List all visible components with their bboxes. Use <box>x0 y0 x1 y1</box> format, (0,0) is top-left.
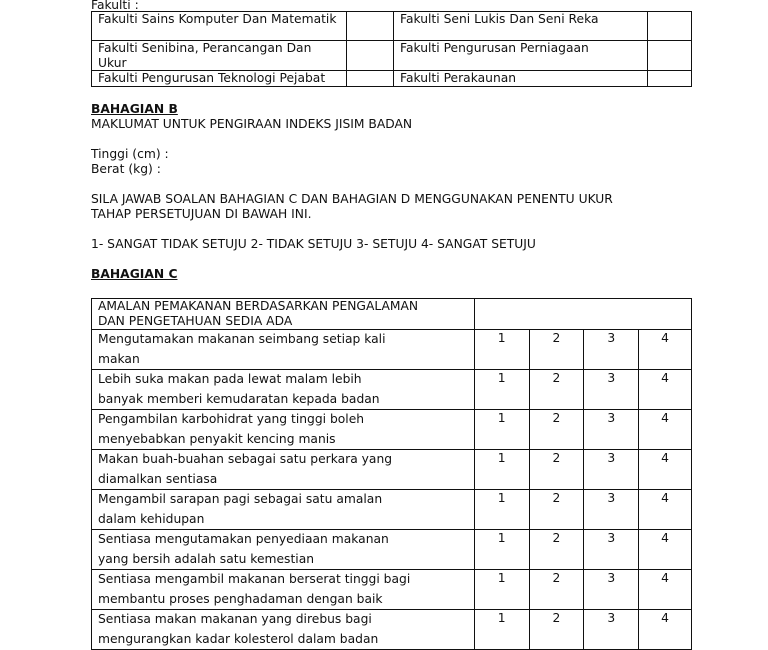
section-b-subtitle: MAKLUMAT UNTUK PENGIRAAN INDEKS JISIM BADAN <box>91 117 413 131</box>
faculty-checkbox[interactable] <box>347 41 394 71</box>
rating-option-1[interactable]: 1 <box>474 530 529 570</box>
rating-option-2[interactable]: 2 <box>529 410 584 450</box>
fakulti-label: Fakulti : <box>91 0 139 12</box>
question-line: Pengambilan karbohidrat yang tinggi boleh <box>98 412 365 426</box>
faculty-table <box>91 11 692 87</box>
rating-option-4[interactable]: 4 <box>639 570 692 610</box>
question-line: membantu proses penghadaman dengan baik <box>98 591 383 606</box>
rating-option-3[interactable]: 3 <box>584 450 639 490</box>
question-text <box>92 410 475 450</box>
faculty-checkbox[interactable] <box>648 71 692 87</box>
weight-field-label: Berat (kg) : <box>91 162 161 176</box>
faculty-row <box>92 41 692 71</box>
rating-scale: 1- SANGAT TIDAK SETUJU 2- TIDAK SETUJU 3- SETUJU 4- SANGAT SETUJU <box>91 237 536 251</box>
rating-option-3[interactable]: 3 <box>584 490 639 530</box>
faculty-checkbox[interactable] <box>648 12 692 41</box>
instruction-line-2: TAHAP PERSETUJUAN DI BAWAH INI. <box>91 207 312 221</box>
question-text <box>92 330 475 370</box>
table-row <box>92 570 692 610</box>
question-line: menyebabkan penyakit kencing manis <box>98 431 336 446</box>
rating-option-1[interactable]: 1 <box>474 490 529 530</box>
question-text <box>92 570 475 610</box>
question-text <box>92 530 475 570</box>
rating-option-2[interactable]: 2 <box>529 450 584 490</box>
header-line: AMALAN PEMAKANAN BERDASARKAN PENGALAMAN <box>98 299 419 313</box>
table-row <box>92 490 692 530</box>
rating-option-3[interactable]: 3 <box>584 410 639 450</box>
rating-option-2[interactable]: 2 <box>529 610 584 650</box>
faculty-name: Fakulti Pengurusan Teknologi Pejabat <box>92 71 347 87</box>
faculty-name: Fakulti Sains Komputer Dan Matematik <box>92 12 347 41</box>
rating-option-1[interactable]: 1 <box>474 330 529 370</box>
height-field-label: Tinggi (cm) : <box>91 147 169 161</box>
question-line: Sentiasa mengambil makanan berserat tinggi bagi <box>98 572 411 586</box>
rating-option-4[interactable]: 4 <box>639 450 692 490</box>
faculty-name: Fakulti Senibina, Perancangan Dan Ukur <box>92 41 347 71</box>
rating-option-4[interactable]: 4 <box>639 490 692 530</box>
rating-option-2[interactable]: 2 <box>529 570 584 610</box>
question-line: diamalkan sentiasa <box>98 471 218 486</box>
rating-option-3[interactable]: 3 <box>584 570 639 610</box>
rating-option-4[interactable]: 4 <box>639 410 692 450</box>
question-text <box>92 450 475 490</box>
faculty-name: Fakulti Pengurusan Perniagaan <box>394 41 648 71</box>
question-line: Mengambil sarapan pagi sebagai satu amalan <box>98 492 383 506</box>
faculty-row <box>92 71 692 87</box>
table-header-row <box>92 299 692 330</box>
rating-option-1[interactable]: 1 <box>474 410 529 450</box>
rating-option-4[interactable]: 4 <box>639 330 692 370</box>
header-line: DAN PENGETAHUAN SEDIA ADA <box>98 314 293 328</box>
question-line: mengurangkan kadar kolesterol dalam badan <box>98 631 379 646</box>
question-line: Sentiasa mengutamakan penyediaan makanan <box>98 532 389 546</box>
rating-option-2[interactable]: 2 <box>529 490 584 530</box>
table-row <box>92 370 692 410</box>
faculty-checkbox[interactable] <box>347 12 394 41</box>
question-line: Lebih suka makan pada lewat malam lebih <box>98 372 362 386</box>
section-b-title: BAHAGIAN B <box>91 102 178 116</box>
instruction-line-1: SILA JAWAB SOALAN BAHAGIAN C DAN BAHAGIAN D MENGGUNAKAN PENENTU UKUR <box>91 192 613 206</box>
rating-option-3[interactable]: 3 <box>584 330 639 370</box>
rating-option-2[interactable]: 2 <box>529 330 584 370</box>
rating-option-1[interactable]: 1 <box>474 370 529 410</box>
faculty-name: Fakulti Seni Lukis Dan Seni Reka <box>394 12 648 41</box>
rating-option-3[interactable]: 3 <box>584 370 639 410</box>
question-line: Makan buah-buahan sebagai satu perkara yang <box>98 452 393 466</box>
faculty-name: Fakulti Perakaunan <box>394 71 648 87</box>
section-c-table <box>91 298 692 650</box>
rating-option-4[interactable]: 4 <box>639 530 692 570</box>
faculty-row <box>92 12 692 41</box>
question-line: yang bersih adalah satu kemestian <box>98 551 315 566</box>
table-row <box>92 530 692 570</box>
question-line: Sentiasa makan makanan yang direbus bagi <box>98 612 372 626</box>
rating-option-1[interactable]: 1 <box>474 570 529 610</box>
table-row <box>92 410 692 450</box>
rating-option-3[interactable]: 3 <box>584 610 639 650</box>
table-row <box>92 330 692 370</box>
header-options-cell <box>474 299 691 330</box>
question-line: makan <box>98 351 140 366</box>
rating-option-4[interactable]: 4 <box>639 610 692 650</box>
rating-option-1[interactable]: 1 <box>474 610 529 650</box>
question-text <box>92 490 475 530</box>
faculty-checkbox[interactable] <box>347 71 394 87</box>
question-text <box>92 370 475 410</box>
faculty-checkbox[interactable] <box>648 41 692 71</box>
question-line: dalam kehidupan <box>98 511 205 526</box>
rating-option-2[interactable]: 2 <box>529 370 584 410</box>
question-line: banyak memberi kemudaratan kepada badan <box>98 391 380 406</box>
rating-option-2[interactable]: 2 <box>529 530 584 570</box>
rating-option-3[interactable]: 3 <box>584 530 639 570</box>
question-line: Mengutamakan makanan seimbang setiap kali <box>98 332 386 346</box>
header-cell <box>92 299 475 330</box>
rating-option-4[interactable]: 4 <box>639 370 692 410</box>
table-row <box>92 450 692 490</box>
section-c-title: BAHAGIAN C <box>91 267 178 281</box>
rating-option-1[interactable]: 1 <box>474 450 529 490</box>
